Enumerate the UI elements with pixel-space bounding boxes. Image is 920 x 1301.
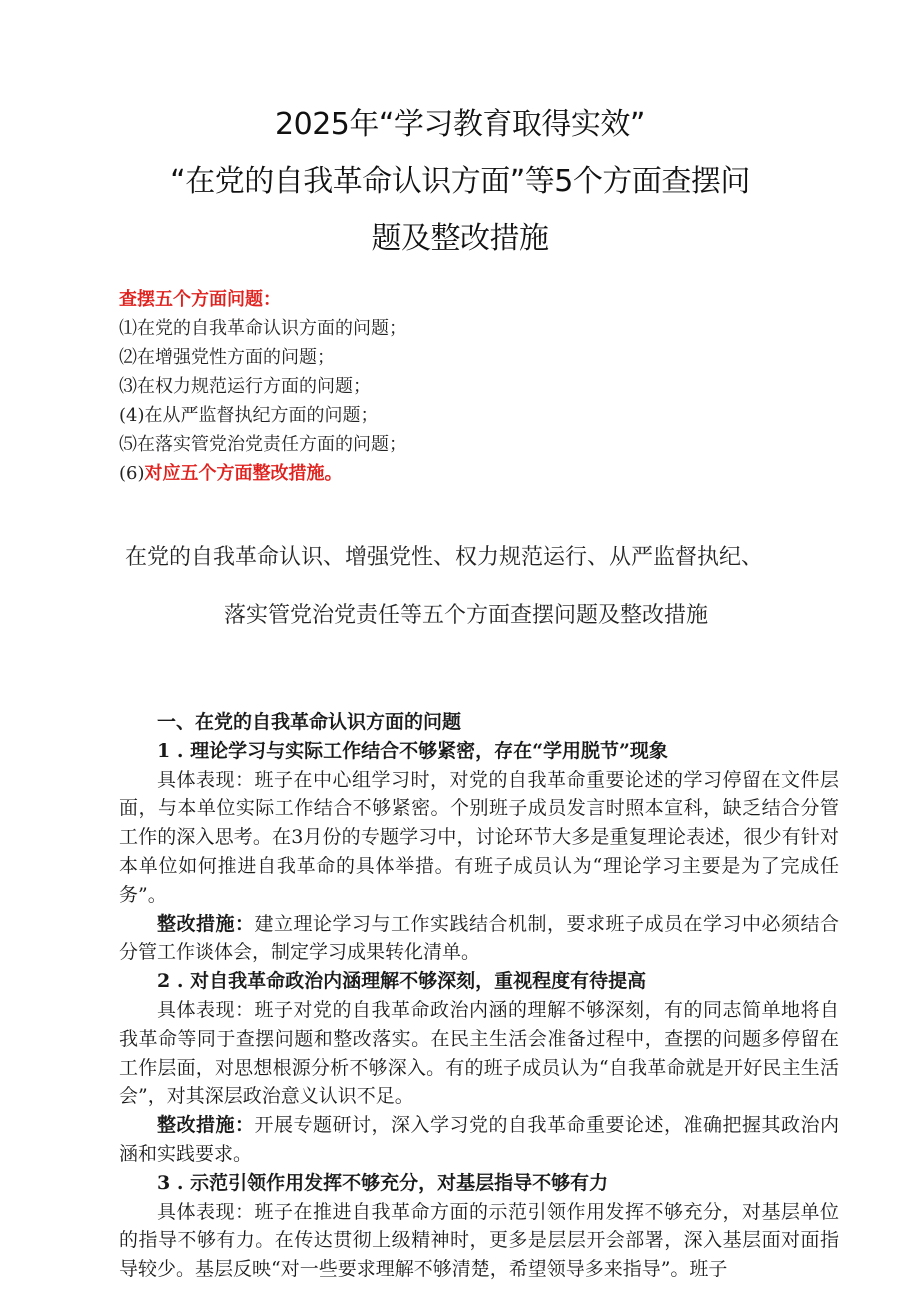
measures-prefix: (6) — [119, 463, 145, 484]
problem-list-item: (4)在从严监督执纪方面的问题； — [119, 405, 379, 426]
problem-list-item: ⑸在落实管党治党责任方面的问题； — [119, 434, 407, 455]
problem-list-heading: 查摆五个方面问题： — [119, 289, 281, 310]
problem-list-item: ⑶在权力规范运行方面的问题； — [119, 376, 371, 397]
document-title — [0, 96, 920, 267]
item-title: 2 . 对自我革命政治内涵理解不够深刻，重视程度有待提高 — [157, 970, 647, 993]
subtitle-line-1: 在党的自我革命认识、增强党性、权力规范运行、从严监督执纪、 — [124, 545, 763, 570]
measure-text: 开展专题研讨，深入学习党的自我革命重要论述，准确把握其政治内涵和实践要求。 — [119, 1114, 839, 1165]
problem-list — [119, 285, 407, 488]
item-performance: 具体表现：班子对党的自我革命政治内涵的理解不够深刻，有的同志简单地将自我革命等同于查摆问题和整改落实。在民主生活会准备过程中，查摆的问题多停留在工作层面，对思想根源分析不够深入。有的班子成员认为“自我革命就是开好民主生活会”，对其深层政治意义认识不足。 — [119, 998, 839, 1108]
measure-text: 建立理论学习与工作实践结合机制，要求班子成员在学习中必须结合分管工作谈体会，制定学习成果转化清单。 — [119, 912, 839, 964]
item-title: 1 . 理论学习与实际工作结合不够紧密，存在“学用脱节”现象 — [157, 739, 668, 762]
problem-list-item: ⑵在增强党性方面的问题； — [119, 347, 335, 368]
measure-label: 整改措施： — [157, 1114, 255, 1137]
section-heading: 一、在党的自我革命认识方面的问题 — [157, 711, 462, 733]
subtitle-line-2: 落实管党治党责任等五个方面查摆问题及整改措施 — [223, 603, 708, 628]
item-measure — [119, 1111, 839, 1169]
title-line-2: “在党的自我革命认识方面”等5个方面查摆问 — [170, 164, 750, 199]
problem-list-item: ⑴在党的自我革命认识方面的问题； — [119, 318, 407, 339]
section-body — [119, 708, 839, 1284]
item-performance: 具体表现：班子在推进自我革命方面的示范引领作用发挥不够充分，对基层单位的指导不够有力。在传达贯彻上级精神时，更多是层层开会部署，深入基层面对面指导较少。基层反映“对一些要求理解不够清楚，希望领导多来指导”。班子 — [119, 1200, 839, 1281]
measures-label: 对应五个方面整改措施。 — [144, 463, 343, 484]
measure-label: 整改措施： — [157, 912, 255, 935]
problem-list-item-measures — [119, 459, 407, 488]
title-line-3: 题及整改措施 — [371, 221, 549, 256]
item-measure — [119, 910, 839, 968]
item-title: 3 . 示范引领作用发挥不够充分，对基层指导不够有力 — [157, 1171, 609, 1194]
title-line-1: 2025年“学习教育取得实效” — [275, 107, 645, 142]
item-performance: 具体表现：班子在中心组学习时，对党的自我革命重要论述的学习停留在文件层面，与本单位实际工作结合不够紧密。个别班子成员发言时照本宣科，缺乏结合分管工作的深入思考。在3月份的专题学习中，讨论环节大多是重复理论表述，很少有针对本单位如何推进自我革命的具体举措。有班子成员认为“理论学习主要是为了完成任务”。 — [119, 768, 839, 906]
